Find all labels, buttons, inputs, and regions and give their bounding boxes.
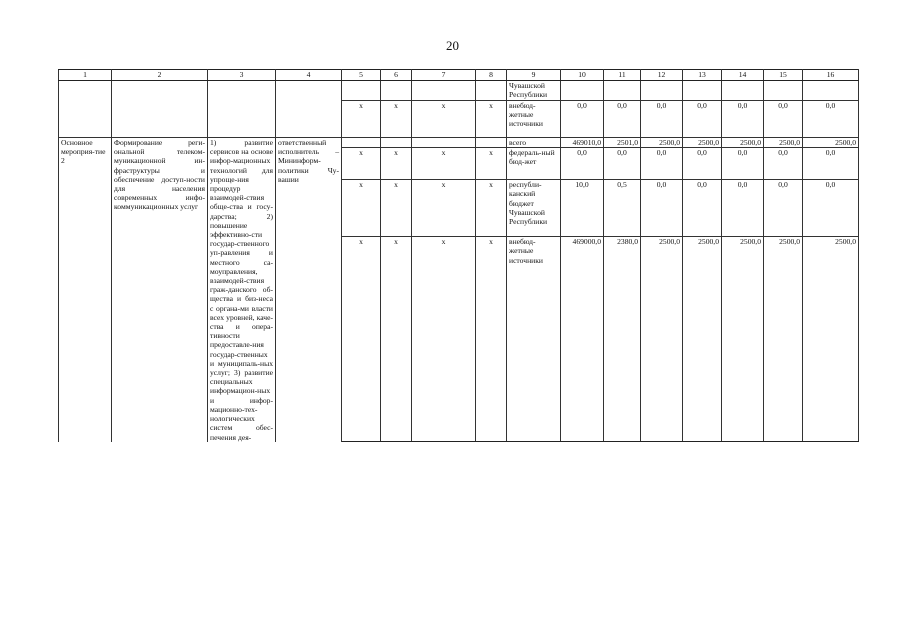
header-cell: 16 — [803, 70, 859, 81]
empty-cell — [276, 81, 342, 138]
value-cell: 0,0 — [641, 180, 683, 237]
empty-cell — [381, 441, 412, 442]
activity-executor: ответственный исполнитель – Мининформ-политики Чу-вашии — [276, 138, 342, 442]
empty-cell — [641, 441, 683, 442]
empty-cell — [683, 441, 722, 442]
value-cell: 2500,0 — [641, 237, 683, 441]
activity-status: Основное мероприя-тие 2 — [59, 138, 112, 442]
marker-cell: x — [342, 148, 381, 180]
marker-cell: x — [412, 101, 476, 138]
value-cell: 0,0 — [683, 148, 722, 180]
empty-cell — [764, 81, 803, 101]
value-cell: 0,0 — [683, 180, 722, 237]
value-cell: 2500,0 — [803, 138, 859, 148]
value-cell: 0,0 — [561, 148, 604, 180]
marker-cell: x — [476, 180, 507, 237]
header-cell: 1 — [59, 70, 112, 81]
source-cell: внебюд-жетные источники — [507, 101, 561, 138]
value-cell: 0,0 — [722, 101, 764, 138]
value-cell: 0,0 — [641, 101, 683, 138]
header-cell: 8 — [476, 70, 507, 81]
empty-cell — [476, 81, 507, 101]
empty-cell — [507, 441, 561, 442]
empty-cell — [412, 138, 476, 148]
header-cell: 9 — [507, 70, 561, 81]
value-cell: 2500,0 — [722, 237, 764, 441]
value-cell: 0,0 — [803, 180, 859, 237]
empty-cell — [561, 81, 604, 101]
marker-cell: x — [381, 101, 412, 138]
value-cell: 2501,0 — [604, 138, 641, 148]
header-cell: 12 — [641, 70, 683, 81]
marker-cell: x — [476, 148, 507, 180]
value-cell: 2500,0 — [803, 237, 859, 441]
value-cell: 0,0 — [803, 101, 859, 138]
empty-cell — [342, 81, 381, 101]
empty-cell — [604, 441, 641, 442]
header-cell: 11 — [604, 70, 641, 81]
source-cell: федераль-ный бюд-жет — [507, 148, 561, 180]
empty-cell — [342, 138, 381, 148]
empty-cell — [561, 441, 604, 442]
empty-cell — [764, 441, 803, 442]
value-cell: 0,0 — [764, 180, 803, 237]
empty-cell — [803, 81, 859, 101]
empty-cell — [803, 441, 859, 442]
marker-cell: x — [342, 180, 381, 237]
value-cell: 2500,0 — [683, 138, 722, 148]
value-cell: 0,0 — [803, 148, 859, 180]
value-cell: 2380,0 — [604, 237, 641, 441]
header-cell: 3 — [208, 70, 276, 81]
activity-goals: 1) развитие сервисов на основе инфор-мационных технологий для упроще-ния процедур взаимодей-ствия обще-ства и госу-дарства; 2) повышение эффективно-сти государ-ственного уп-равления и местного са-моуправления, взаимодей-ствия граж-данского об-щества и биз-неса с органа-ми власти всех уровней, каче-ства и опера-тивности предоставле-ния государ-ственных и муниципаль-ных услуг; 3) развитие специальных информацион-ных и инфор-мационно-тех-нологических систем обес-печения дея- — [208, 138, 276, 442]
source-cell: внебюд-жетные источники — [507, 237, 561, 441]
source-cell: Чувашской Республики — [507, 81, 561, 101]
value-cell: 0,0 — [764, 148, 803, 180]
marker-cell: x — [412, 180, 476, 237]
value-cell: 2500,0 — [641, 138, 683, 148]
header-cell: 10 — [561, 70, 604, 81]
header-cell: 15 — [764, 70, 803, 81]
value-cell: 0,0 — [683, 101, 722, 138]
empty-cell — [342, 441, 381, 442]
value-cell: 0,0 — [604, 148, 641, 180]
header-cell: 7 — [412, 70, 476, 81]
value-cell: 2500,0 — [764, 138, 803, 148]
value-cell: 0,0 — [641, 148, 683, 180]
budget-table — [58, 69, 859, 442]
empty-cell — [604, 81, 641, 101]
header-cell: 2 — [112, 70, 208, 81]
empty-cell — [381, 81, 412, 101]
marker-cell: x — [476, 101, 507, 138]
empty-cell — [683, 81, 722, 101]
empty-cell — [208, 81, 276, 138]
empty-cell — [112, 81, 208, 138]
marker-cell: x — [381, 237, 412, 441]
value-cell: 0,0 — [722, 180, 764, 237]
value-cell: 469010,0 — [561, 138, 604, 148]
marker-cell: x — [342, 101, 381, 138]
value-cell: 2500,0 — [722, 138, 764, 148]
page-number: 20 — [446, 38, 459, 53]
table-row — [59, 138, 859, 148]
empty-cell — [412, 441, 476, 442]
header-cell: 6 — [381, 70, 412, 81]
marker-cell: x — [381, 148, 412, 180]
empty-cell — [641, 81, 683, 101]
empty-cell — [59, 81, 112, 138]
empty-cell — [722, 441, 764, 442]
header-cell: 4 — [276, 70, 342, 81]
value-cell: 0,0 — [764, 101, 803, 138]
header-cell: 5 — [342, 70, 381, 81]
source-cell: республи-канский бюджет Чувашской Республики — [507, 180, 561, 237]
table-row — [59, 81, 859, 101]
marker-cell: x — [381, 180, 412, 237]
activity-name: Формирование реги-ональной телеком-муникационной ин-фраструктуры и обеспечение доступ-ности для населения современных инфо-коммуникационных услуг — [112, 138, 208, 442]
marker-cell: x — [342, 237, 381, 441]
value-cell: 10,0 — [561, 180, 604, 237]
source-cell: всего — [507, 138, 561, 148]
value-cell: 0,5 — [604, 180, 641, 237]
empty-cell — [476, 441, 507, 442]
header-cell: 13 — [683, 70, 722, 81]
value-cell: 469000,0 — [561, 237, 604, 441]
value-cell: 0,0 — [722, 148, 764, 180]
empty-cell — [412, 81, 476, 101]
value-cell: 2500,0 — [764, 237, 803, 441]
header-row — [59, 70, 859, 81]
marker-cell: x — [412, 237, 476, 441]
value-cell: 0,0 — [604, 101, 641, 138]
empty-cell — [476, 138, 507, 148]
empty-cell — [722, 81, 764, 101]
marker-cell: x — [476, 237, 507, 441]
value-cell: 0,0 — [561, 101, 604, 138]
marker-cell: x — [412, 148, 476, 180]
header-cell: 14 — [722, 70, 764, 81]
empty-cell — [381, 138, 412, 148]
value-cell: 2500,0 — [683, 237, 722, 441]
